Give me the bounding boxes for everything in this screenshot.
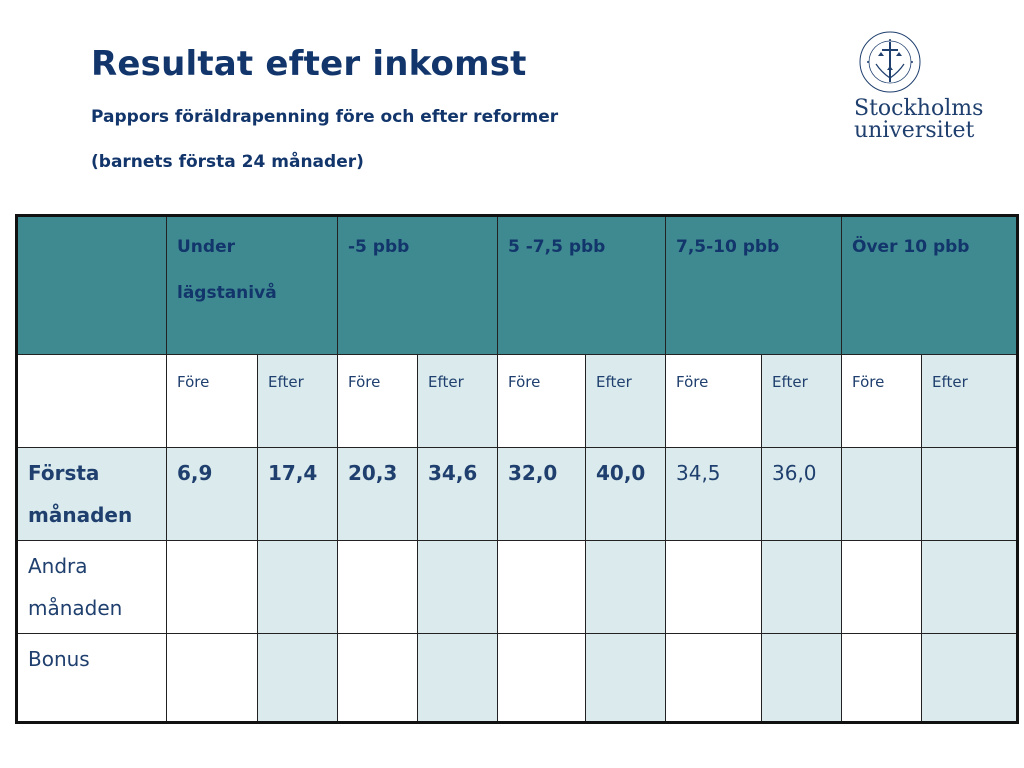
subheader-fore: Före xyxy=(842,355,922,448)
group-header-5-7-5-pbb: 5 -7,5 pbb xyxy=(498,216,666,355)
table-cell xyxy=(167,634,258,723)
slide-subtitle-period: (barnets första 24 månader) xyxy=(91,152,364,172)
table-cell: 6,9 xyxy=(167,448,258,541)
table-cell xyxy=(167,541,258,634)
subheader-efter: Efter xyxy=(762,355,842,448)
table-cell xyxy=(922,634,1018,723)
table-cell xyxy=(762,634,842,723)
table-cell: 17,4 xyxy=(258,448,338,541)
table-cell xyxy=(762,541,842,634)
table-header-row xyxy=(17,216,1018,355)
subheader-corner-cell xyxy=(17,355,167,448)
table-row-forsta-manaden xyxy=(17,448,1018,541)
table-row-bonus xyxy=(17,634,1018,723)
subheader-fore: Före xyxy=(167,355,258,448)
table-cell: 20,3 xyxy=(338,448,418,541)
subheader-efter: Efter xyxy=(258,355,338,448)
table-cell: 40,0 xyxy=(586,448,666,541)
table-cell xyxy=(586,634,666,723)
table-cell xyxy=(338,634,418,723)
table-cell: 34,5 xyxy=(666,448,762,541)
group-header-minus-5-pbb: -5 pbb xyxy=(338,216,498,355)
row-label: Första månaden xyxy=(17,448,167,541)
subheader-efter: Efter xyxy=(586,355,666,448)
table-cell: 36,0 xyxy=(762,448,842,541)
subheader-fore: Före xyxy=(498,355,586,448)
table-cell xyxy=(842,448,922,541)
slide-title: Resultat efter inkomst xyxy=(91,44,527,84)
row-label: Bonus xyxy=(17,634,167,723)
table-cell xyxy=(498,634,586,723)
subheader-efter: Efter xyxy=(922,355,1018,448)
university-logo xyxy=(846,30,996,146)
table-cell: 34,6 xyxy=(418,448,498,541)
table-cell xyxy=(258,634,338,723)
table-cell xyxy=(922,541,1018,634)
table-cell xyxy=(586,541,666,634)
slide-subtitle: Pappors föräldrapenning före och efter reformer xyxy=(91,107,559,127)
stockholm-university-seal-icon xyxy=(858,30,922,94)
row-label: Andra månaden xyxy=(17,541,167,634)
table-cell xyxy=(418,541,498,634)
table-subheader-row xyxy=(17,355,1018,448)
table-cell xyxy=(842,634,922,723)
table-cell xyxy=(842,541,922,634)
table-cell xyxy=(258,541,338,634)
table-cell xyxy=(338,541,418,634)
results-table xyxy=(15,214,1019,724)
group-header-over-10-pbb: Över 10 pbb xyxy=(842,216,1018,355)
logo-wordmark-line1: Stockholms xyxy=(854,96,984,121)
table-cell xyxy=(666,541,762,634)
subheader-efter: Efter xyxy=(418,355,498,448)
subheader-fore: Före xyxy=(338,355,418,448)
group-header-under-lagstaniva: Under lägstanivå xyxy=(167,216,338,355)
table-row-andra-manaden xyxy=(17,541,1018,634)
table-cell xyxy=(922,448,1018,541)
table-cell xyxy=(666,634,762,723)
group-header-7-5-10-pbb: 7,5-10 pbb xyxy=(666,216,842,355)
table-cell: 32,0 xyxy=(498,448,586,541)
table-cell xyxy=(498,541,586,634)
table-cell xyxy=(418,634,498,723)
header-corner-cell xyxy=(17,216,167,355)
logo-wordmark-line2: universitet xyxy=(854,118,975,143)
subheader-fore: Före xyxy=(666,355,762,448)
